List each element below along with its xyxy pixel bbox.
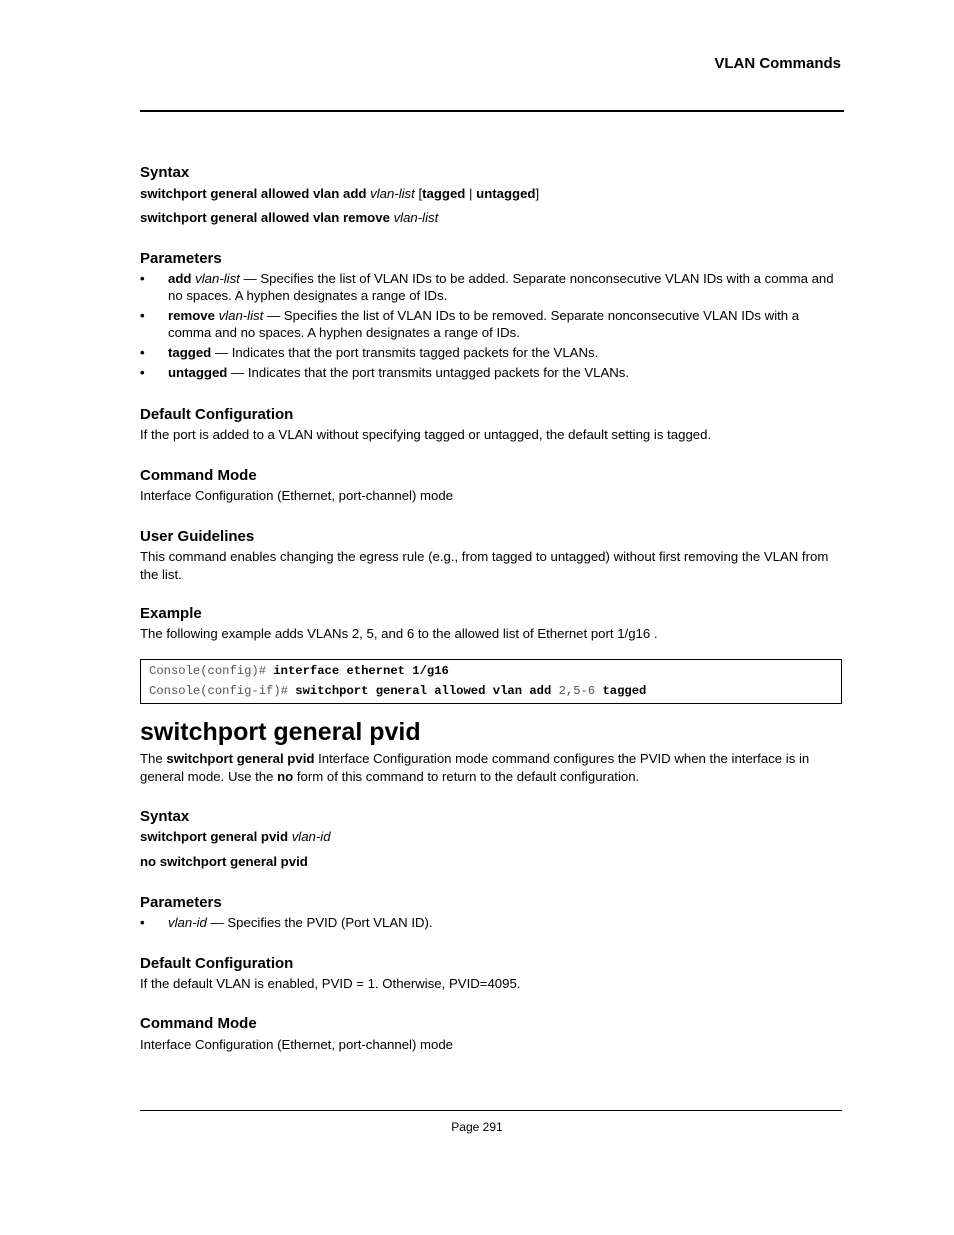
syntax-command: switchport general allowed vlan remove: [140, 210, 390, 225]
parameters-list: [140, 270, 842, 384]
bullet-icon: •: [140, 271, 145, 286]
command-mode-text: Interface Configuration (Ethernet, port-channel) mode: [140, 1037, 454, 1052]
user-guidelines-text: This command enables changing the egress rule (e.g., from tagged to untagged) without first removing the VLAN from the list.: [140, 549, 829, 582]
list-item: • remove vlan-list — Specifies the list of VLAN IDs to be removed. Separate nonconsecutive VLAN IDs with a comma and no spaces. A hyphen designates a range of IDs.: [140, 308, 800, 340]
syntax-heading: Syntax: [140, 164, 190, 181]
list-item: • untagged — Indicates that the port transmits untagged packets for the VLANs.: [140, 365, 630, 380]
syntax-heading: Syntax: [140, 808, 190, 825]
code-prompt: Console(config-if)#: [149, 684, 296, 698]
code-line: [149, 663, 449, 680]
list-item: • add vlan-list — Specifies the list of VLAN IDs to be added. Separate nonconsecutive VLAN IDs with a comma and no spaces. A hyphen designates a range of IDs.: [140, 271, 834, 303]
user-guidelines-heading: User Guidelines: [140, 528, 255, 545]
example-text: The following example adds VLANs 2, 5, and 6 to the allowed list of Ethernet port 1/g16 .: [140, 626, 658, 641]
syntax-argument: vlan-id: [291, 829, 331, 844]
syntax-command: no switchport general pvid: [140, 854, 308, 869]
syntax-option-untagged: untagged: [476, 186, 536, 201]
bullet-icon: •: [140, 345, 145, 360]
bullet-icon: •: [140, 915, 145, 930]
syntax-argument: vlan-list: [393, 210, 439, 225]
syntax-line-no-pvid: [140, 853, 308, 870]
list-item: • tagged — Indicates that the port transmits tagged packets for the VLANs.: [140, 345, 599, 360]
default-configuration-text: If the port is added to a VLAN without specifying tagged or untagged, the default setting is tagged.: [140, 427, 712, 442]
command-mode-heading: Command Mode: [140, 1015, 257, 1032]
syntax-line-pvid: [140, 828, 331, 845]
command-mode-heading: Command Mode: [140, 467, 257, 484]
default-configuration-text: If the default VLAN is enabled, PVID = 1. Otherwise, PVID=4095.: [140, 976, 521, 991]
bullet-icon: •: [140, 365, 145, 380]
parameters-heading: Parameters: [140, 250, 222, 267]
footer-rule: [140, 1110, 842, 1111]
syntax-argument: vlan-list: [370, 186, 415, 201]
bullet-icon: •: [140, 308, 145, 323]
code-line: [149, 683, 646, 700]
section-title: switchport general pvid: [140, 718, 421, 746]
syntax-command: switchport general pvid: [140, 829, 289, 844]
code-example-box: [140, 659, 842, 704]
section-intro: The switchport general pvid Interface Configuration mode command configures the PVID when the interface is in general mode. Use the no form of this command to return to the default configuration.: [140, 751, 810, 784]
example-heading: Example: [140, 605, 202, 622]
command-mode-text: Interface Configuration (Ethernet, port-channel) mode: [140, 488, 454, 503]
syntax-option-tagged: tagged: [422, 186, 466, 201]
header-rule: [140, 110, 844, 112]
code-command-tail: tagged: [595, 684, 647, 698]
parameters-heading: Parameters: [140, 894, 222, 911]
syntax-command: switchport general allowed vlan add: [140, 186, 367, 201]
page-number: Page 291: [451, 1120, 503, 1134]
parameters-list: [140, 914, 842, 934]
syntax-line-remove: [140, 209, 438, 226]
default-configuration-heading: Default Configuration: [140, 406, 294, 423]
default-configuration-heading: Default Configuration: [140, 955, 294, 972]
code-argument: 2,5-6: [558, 684, 596, 698]
syntax-line-add: switchport general allowed vlan add vlan-list [tagged | untagged]: [140, 186, 540, 201]
code-prompt: Console(config)#: [149, 664, 274, 678]
list-item: • vlan-id — Specifies the PVID (Port VLAN ID).: [140, 915, 433, 930]
running-header: VLAN Commands: [714, 55, 841, 72]
code-command: switchport general allowed vlan add: [295, 684, 559, 698]
code-command: interface ethernet 1/g16: [273, 664, 449, 678]
